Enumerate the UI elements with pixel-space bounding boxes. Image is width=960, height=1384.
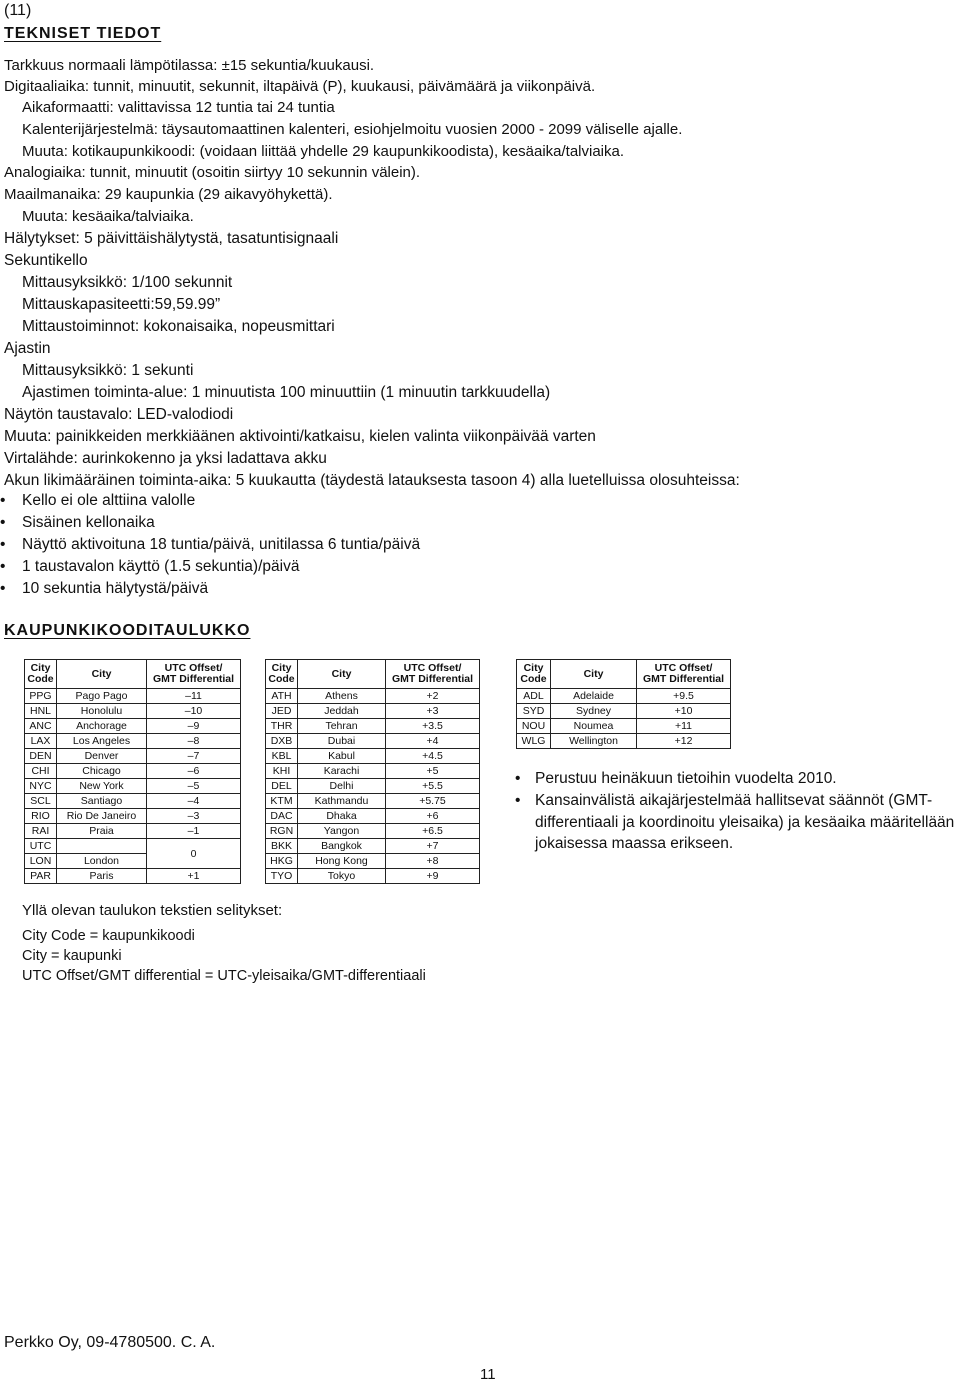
- spec-calendar: Kalenterijärjestelmä: täysautomaattinen kalenteri, esiohjelmoitu vuosien 2000 - 2099 väliselle ajalle.: [22, 121, 683, 138]
- note-item: • Perustuu heinäkuun tietoihin vuodelta 2010.: [535, 768, 960, 790]
- table-header-row: [517, 660, 731, 689]
- technical-specs-heading: TEKNISET TIEDOT: [4, 25, 162, 42]
- table-row: [266, 824, 480, 839]
- bullet-icon: •: [0, 558, 6, 575]
- city-name: Adelaide: [551, 689, 637, 704]
- city-name: New York: [57, 779, 147, 794]
- city-name: Pago Pago: [57, 689, 147, 704]
- header-utc-offset: UTC Offset/ GMT Differential: [637, 660, 731, 689]
- header-utc-offset: UTC Offset/ GMT Differential: [386, 660, 480, 689]
- list-item: • 1 taustavalon käyttö (1.5 sekuntia)/päivä: [0, 558, 300, 575]
- legend-city-code: City Code = kaupunkikoodi: [22, 928, 195, 944]
- table-row: [266, 734, 480, 749]
- table-row: [266, 749, 480, 764]
- spec-analog-time: Analogiaika: tunnit, minuutit (osoitin siirtyy 10 sekunnin välein).: [4, 164, 421, 181]
- spec-digital-time: Digitaaliaika: tunnit, minuutit, sekunnit, iltapäivä (P), kuukausi, päivämäärä ja viikonpäivä.: [4, 78, 596, 95]
- city-name: Praia: [57, 824, 147, 839]
- city-name: London: [57, 854, 147, 869]
- table-header-row: [25, 660, 241, 689]
- table-row: [25, 704, 241, 719]
- table-row: [25, 689, 241, 704]
- utc-offset: –5: [147, 779, 241, 794]
- city-code: ATH: [266, 689, 298, 704]
- city-name: Los Angeles: [57, 734, 147, 749]
- bullet-icon: •: [0, 492, 6, 509]
- city-code: KHI: [266, 764, 298, 779]
- spec-timer-range: Ajastimen toiminta-alue: 1 minuutista 100 minuuttiin (1 minuutin tarkkuudella): [22, 384, 551, 401]
- spec-stopwatch: Sekuntikello: [4, 252, 88, 269]
- table-row: [266, 764, 480, 779]
- city-code: KBL: [266, 749, 298, 764]
- utc-offset: +5.75: [386, 794, 480, 809]
- city-name: Kabul: [298, 749, 386, 764]
- table-row: [25, 779, 241, 794]
- utc-offset: +10: [637, 704, 731, 719]
- city-code: DEL: [266, 779, 298, 794]
- legend-city: City = kaupunki: [22, 948, 122, 964]
- city-code: CHI: [25, 764, 57, 779]
- utc-offset: –7: [147, 749, 241, 764]
- table-row: [266, 704, 480, 719]
- city-name: Dubai: [298, 734, 386, 749]
- city-code: RGN: [266, 824, 298, 839]
- utc-offset: +7: [386, 839, 480, 854]
- header-city-code: City Code: [25, 660, 57, 689]
- spec-timer: Ajastin: [4, 340, 51, 357]
- table-header-row: [266, 660, 480, 689]
- city-code: PPG: [25, 689, 57, 704]
- note-item: • Kansainvälistä aikajärjestelmää hallitsevat säännöt (GMT-differentiaali ja koordinoitu yleisaika) ja kesäaika määritellään jokaisessa maassa erikseen.: [515, 792, 955, 852]
- city-name: Jeddah: [298, 704, 386, 719]
- utc-offset: –6: [147, 764, 241, 779]
- spec-other-home-city: Muuta: kotikaupunkikoodi: (voidaan liittää yhdelle 29 kaupunkikoodista), kesäaika/talviaika.: [22, 143, 625, 160]
- city-table-1: [24, 659, 241, 884]
- table-row: [517, 704, 731, 719]
- city-name: Karachi: [298, 764, 386, 779]
- utc-offset: –8: [147, 734, 241, 749]
- city-code: RIO: [25, 809, 57, 824]
- city-code: ANC: [25, 719, 57, 734]
- city-name: Dhaka: [298, 809, 386, 824]
- legend-title: Yllä olevan taulukon tekstien selitykset:: [22, 902, 283, 919]
- city-code-table-heading: KAUPUNKIKOODITAULUKKO: [4, 622, 251, 639]
- header-utc-offset: UTC Offset/ GMT Differential: [147, 660, 241, 689]
- utc-offset: +5.5: [386, 779, 480, 794]
- table-row: [25, 734, 241, 749]
- bullet-icon: •: [0, 580, 6, 597]
- city-name: Noumea: [551, 719, 637, 734]
- header-city-code: City Code: [517, 660, 551, 689]
- utc-offset: 0: [147, 839, 241, 869]
- list-item: • Näyttö aktivoituna 18 tuntia/päivä, unitilassa 6 tuntia/päivä: [0, 536, 421, 553]
- table-row: [25, 839, 241, 854]
- city-code: SCL: [25, 794, 57, 809]
- spec-world-time: Maailmanaika: 29 kaupunkia (29 aikavyöhykettä).: [4, 186, 333, 203]
- table-row: [266, 719, 480, 734]
- spec-stopwatch-unit: Mittausyksikkö: 1/100 sekunnit: [22, 274, 233, 291]
- city-code: JED: [266, 704, 298, 719]
- city-code: LON: [25, 854, 57, 869]
- utc-offset: +6: [386, 809, 480, 824]
- table-row: [25, 809, 241, 824]
- spec-alarms: Hälytykset: 5 päivittäishälytystä, tasatuntisignaali: [4, 230, 339, 247]
- table-row: [266, 689, 480, 704]
- city-code: NYC: [25, 779, 57, 794]
- footer-company: Perkko Oy, 09-4780500. C. A.: [4, 1334, 216, 1351]
- utc-offset: –3: [147, 809, 241, 824]
- spec-stopwatch-capacity: Mittauskapasiteetti:59,59.99”: [22, 296, 221, 313]
- city-code: LAX: [25, 734, 57, 749]
- utc-offset: +5: [386, 764, 480, 779]
- spec-accuracy: Tarkkuus normaali lämpötilassa: ±15 sekuntia/kuukausi.: [4, 57, 375, 74]
- utc-offset: –1: [147, 824, 241, 839]
- table-row: [266, 869, 480, 884]
- utc-offset: +9: [386, 869, 480, 884]
- table-row: [266, 779, 480, 794]
- city-name: Hong Kong: [298, 854, 386, 869]
- city-name: Chicago: [57, 764, 147, 779]
- bullet-icon: •: [515, 792, 521, 809]
- city-name: Santiago: [57, 794, 147, 809]
- spec-battery-life: Akun likimääräinen toiminta-aika: 5 kuukautta (täydestä latauksesta tasoon 4) alla luetelluissa olosuhteissa:: [4, 472, 740, 489]
- city-code: RAI: [25, 824, 57, 839]
- city-table-3: [516, 659, 731, 749]
- utc-offset: –4: [147, 794, 241, 809]
- city-name: Wellington: [551, 734, 637, 749]
- utc-offset: +11: [637, 719, 731, 734]
- city-code: WLG: [517, 734, 551, 749]
- table-row: [517, 719, 731, 734]
- utc-offset: –9: [147, 719, 241, 734]
- city-name: Tehran: [298, 719, 386, 734]
- utc-offset: +3.5: [386, 719, 480, 734]
- spec-backlight: Näytön taustavalo: LED-valodiodi: [4, 406, 234, 423]
- city-name: Yangon: [298, 824, 386, 839]
- city-code: DEN: [25, 749, 57, 764]
- table-row: [25, 719, 241, 734]
- city-code: ADL: [517, 689, 551, 704]
- table-row: [266, 839, 480, 854]
- header-city: City: [551, 660, 637, 689]
- city-code: HNL: [25, 704, 57, 719]
- city-code: HKG: [266, 854, 298, 869]
- utc-offset: +3: [386, 704, 480, 719]
- spec-time-format: Aikaformaatti: valittavissa 12 tuntia tai 24 tuntia: [22, 99, 335, 116]
- spec-stopwatch-functions: Mittaustoiminnot: kokonaisaika, nopeusmittari: [22, 318, 335, 335]
- city-name: Athens: [298, 689, 386, 704]
- table-row: [266, 854, 480, 869]
- utc-offset: +6.5: [386, 824, 480, 839]
- city-code: BKK: [266, 839, 298, 854]
- legend-utc-offset: UTC Offset/GMT differential = UTC-yleisaika/GMT-differentiaali: [22, 968, 426, 984]
- city-name: [57, 839, 147, 854]
- utc-offset: +1: [147, 869, 241, 884]
- city-code: DAC: [266, 809, 298, 824]
- table-row: [517, 689, 731, 704]
- city-code: DXB: [266, 734, 298, 749]
- bullet-icon: •: [0, 536, 6, 553]
- utc-offset: +2: [386, 689, 480, 704]
- spec-other-tones: Muuta: painikkeiden merkkiäänen aktivointi/katkaisu, kielen valinta viikonpäivää varten: [4, 428, 596, 445]
- page-number: 11: [480, 1366, 496, 1383]
- city-code: TYO: [266, 869, 298, 884]
- utc-offset: –11: [147, 689, 241, 704]
- utc-offset: +9.5: [637, 689, 731, 704]
- city-name: Honolulu: [57, 704, 147, 719]
- city-code: NOU: [517, 719, 551, 734]
- bullet-icon: •: [515, 770, 521, 787]
- city-code: SYD: [517, 704, 551, 719]
- table-row: [517, 734, 731, 749]
- city-name: Bangkok: [298, 839, 386, 854]
- spec-power: Virtalähde: aurinkokenno ja yksi ladattava akku: [4, 450, 327, 467]
- table-row: [25, 794, 241, 809]
- spec-timer-unit: Mittausyksikkö: 1 sekunti: [22, 362, 194, 379]
- table-row: [25, 869, 241, 884]
- table-row: [25, 824, 241, 839]
- utc-offset: +4.5: [386, 749, 480, 764]
- city-name: Tokyo: [298, 869, 386, 884]
- header-city: City: [298, 660, 386, 689]
- bullet-icon: •: [0, 514, 6, 531]
- list-item: • Kello ei ole alttiina valolle: [0, 492, 196, 509]
- city-code: PAR: [25, 869, 57, 884]
- city-name: Kathmandu: [298, 794, 386, 809]
- city-code: THR: [266, 719, 298, 734]
- city-name: Paris: [57, 869, 147, 884]
- utc-offset: +12: [637, 734, 731, 749]
- table-row: [25, 749, 241, 764]
- city-name: Sydney: [551, 704, 637, 719]
- city-name: Denver: [57, 749, 147, 764]
- spec-other-dst: Muuta: kesäaika/talviaika.: [22, 208, 194, 225]
- list-item: • 10 sekuntia hälytystä/päivä: [0, 580, 209, 597]
- header-city: City: [57, 660, 147, 689]
- page-label: (11): [4, 2, 32, 19]
- header-city-code: City Code: [266, 660, 298, 689]
- city-name: Delhi: [298, 779, 386, 794]
- city-code: UTC: [25, 839, 57, 854]
- utc-offset: +8: [386, 854, 480, 869]
- table-row: [25, 764, 241, 779]
- city-code: KTM: [266, 794, 298, 809]
- city-name: Rio De Janeiro: [57, 809, 147, 824]
- city-name: Anchorage: [57, 719, 147, 734]
- table-row: [266, 809, 480, 824]
- city-table-2: [265, 659, 480, 884]
- utc-offset: –10: [147, 704, 241, 719]
- table-row: [266, 794, 480, 809]
- list-item: • Sisäinen kellonaika: [0, 514, 155, 531]
- utc-offset: +4: [386, 734, 480, 749]
